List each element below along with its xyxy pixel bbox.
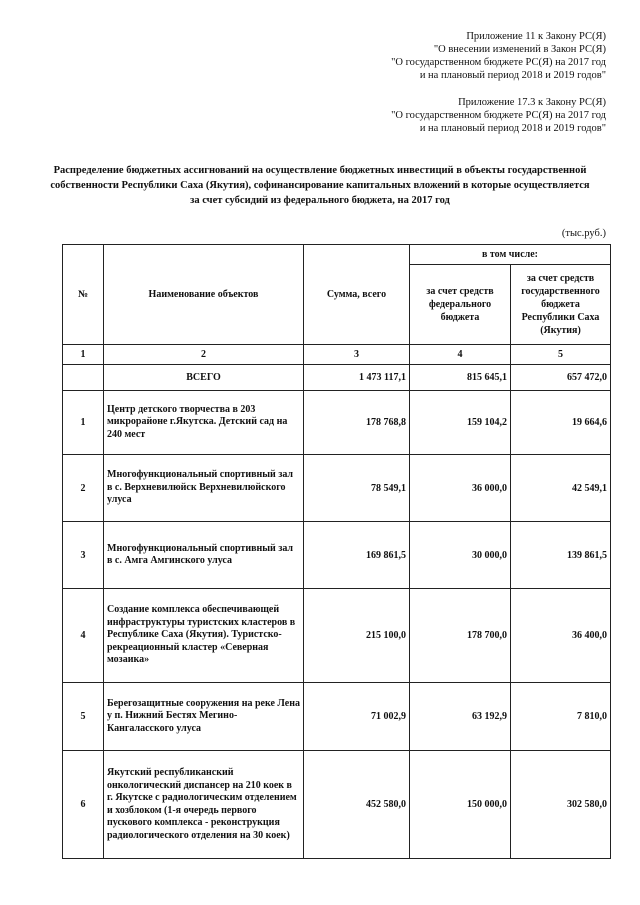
row-total: 169 861,5 xyxy=(304,522,410,589)
document-title xyxy=(40,163,600,208)
column-number: 5 xyxy=(511,345,611,365)
row-total: 452 580,0 xyxy=(304,751,410,859)
row-total: 78 549,1 xyxy=(304,455,410,522)
header-total: Сумма, всего xyxy=(304,245,410,345)
row-federal: 159 104,2 xyxy=(410,391,511,455)
total-label: ВСЕГО xyxy=(104,365,304,391)
appendix-2-line: "О государственном бюджете РС(Я) на 2017 год xyxy=(391,110,606,121)
appendix-1-line: Приложение 11 к Закону РС(Я) xyxy=(466,31,606,42)
total-republic: 657 472,0 xyxy=(511,365,611,391)
table-row xyxy=(63,683,611,751)
row-number: 3 xyxy=(63,522,104,589)
row-number: 4 xyxy=(63,589,104,683)
header-num: № xyxy=(63,245,104,345)
object-name: Центр детского творчества в 203 микрорайоне г.Якутска. Детский сад на 240 мест xyxy=(104,391,304,455)
appendix-note-1 xyxy=(391,30,606,82)
total-federal: 815 645,1 xyxy=(410,365,511,391)
object-name: Многофункциональный спортивный зал в с. Верхневилюйск Верхневилюйского улуса xyxy=(104,455,304,522)
row-number: 2 xyxy=(63,455,104,522)
header-federal: за счет средств федерального бюджета xyxy=(410,265,511,345)
row-federal: 178 700,0 xyxy=(410,589,511,683)
appendix-1-line: "О внесении изменений в Закон РС(Я) xyxy=(433,44,606,55)
object-name: Многофункциональный спортивный зал в с. Амга Амгинского улуса xyxy=(104,522,304,589)
table-row xyxy=(63,751,611,859)
object-name: Берегозащитные сооружения на реке Лена у п. Нижний Бестях Мегино-Кангаласского улуса xyxy=(104,683,304,751)
row-federal: 30 000,0 xyxy=(410,522,511,589)
appendix-1-line: и на плановый период 2018 и 2019 годов" xyxy=(419,70,606,81)
appendix-2-line: и на плановый период 2018 и 2019 годов" xyxy=(419,123,606,134)
row-federal: 150 000,0 xyxy=(410,751,511,859)
column-number: 1 xyxy=(63,345,104,365)
row-total: 178 768,8 xyxy=(304,391,410,455)
column-numbers-row xyxy=(63,345,611,365)
total-row xyxy=(63,365,611,391)
appendix-1-line: "О государственном бюджете РС(Я) на 2017 год xyxy=(391,57,606,68)
appendix-note-2 xyxy=(391,96,606,135)
column-number: 3 xyxy=(304,345,410,365)
column-number: 4 xyxy=(410,345,511,365)
row-republic: 36 400,0 xyxy=(511,589,611,683)
table-row xyxy=(63,589,611,683)
title-line: собственности Республики Саха (Якутия), софинансирование капитальных вложений в которые осуществляется xyxy=(50,180,590,191)
row-republic: 302 580,0 xyxy=(511,751,611,859)
object-name: Создание комплекса обеспечивающей инфраструктуры туристских кластеров в Республике Саха (Якутия). Туристско-рекреационный кластер «Северная мозаика» xyxy=(104,589,304,683)
row-republic: 7 810,0 xyxy=(511,683,611,751)
row-number: 6 xyxy=(63,751,104,859)
row-republic: 19 664,6 xyxy=(511,391,611,455)
table-row xyxy=(63,455,611,522)
header-name: Наименование объектов xyxy=(104,245,304,345)
appendix-2-line: Приложение 17.3 к Закону РС(Я) xyxy=(458,97,606,108)
row-number: 5 xyxy=(63,683,104,751)
table-row xyxy=(63,391,611,455)
header-including: в том числе: xyxy=(410,245,611,265)
units-label: (тыс.руб.) xyxy=(561,228,606,239)
row-total: 215 100,0 xyxy=(304,589,410,683)
row-republic: 42 549,1 xyxy=(511,455,611,522)
row-number: 1 xyxy=(63,391,104,455)
header-republic: за счет средств государственного бюджета Республики Саха (Якутия) xyxy=(511,265,611,345)
budget-table xyxy=(62,244,611,859)
header-row xyxy=(63,245,611,265)
column-number: 2 xyxy=(104,345,304,365)
row-federal: 63 192,9 xyxy=(410,683,511,751)
title-line: за счет субсидий из федерального бюджета, на 2017 год xyxy=(190,195,450,206)
table-row xyxy=(63,522,611,589)
row-total: 71 002,9 xyxy=(304,683,410,751)
total-sum: 1 473 117,1 xyxy=(304,365,410,391)
row-republic: 139 861,5 xyxy=(511,522,611,589)
title-line: Распределение бюджетных ассигнований на осуществление бюджетных инвестиций в объекты государственной xyxy=(53,165,587,176)
object-name: Якутский республиканский онкологический диспансер на 210 коек в г. Якутске с радиологическим отделением и хозблоком (1-я очередь первого пускового комплекса - реконструкция радиологического отделения на 30 коек) xyxy=(104,751,304,859)
row-federal: 36 000,0 xyxy=(410,455,511,522)
